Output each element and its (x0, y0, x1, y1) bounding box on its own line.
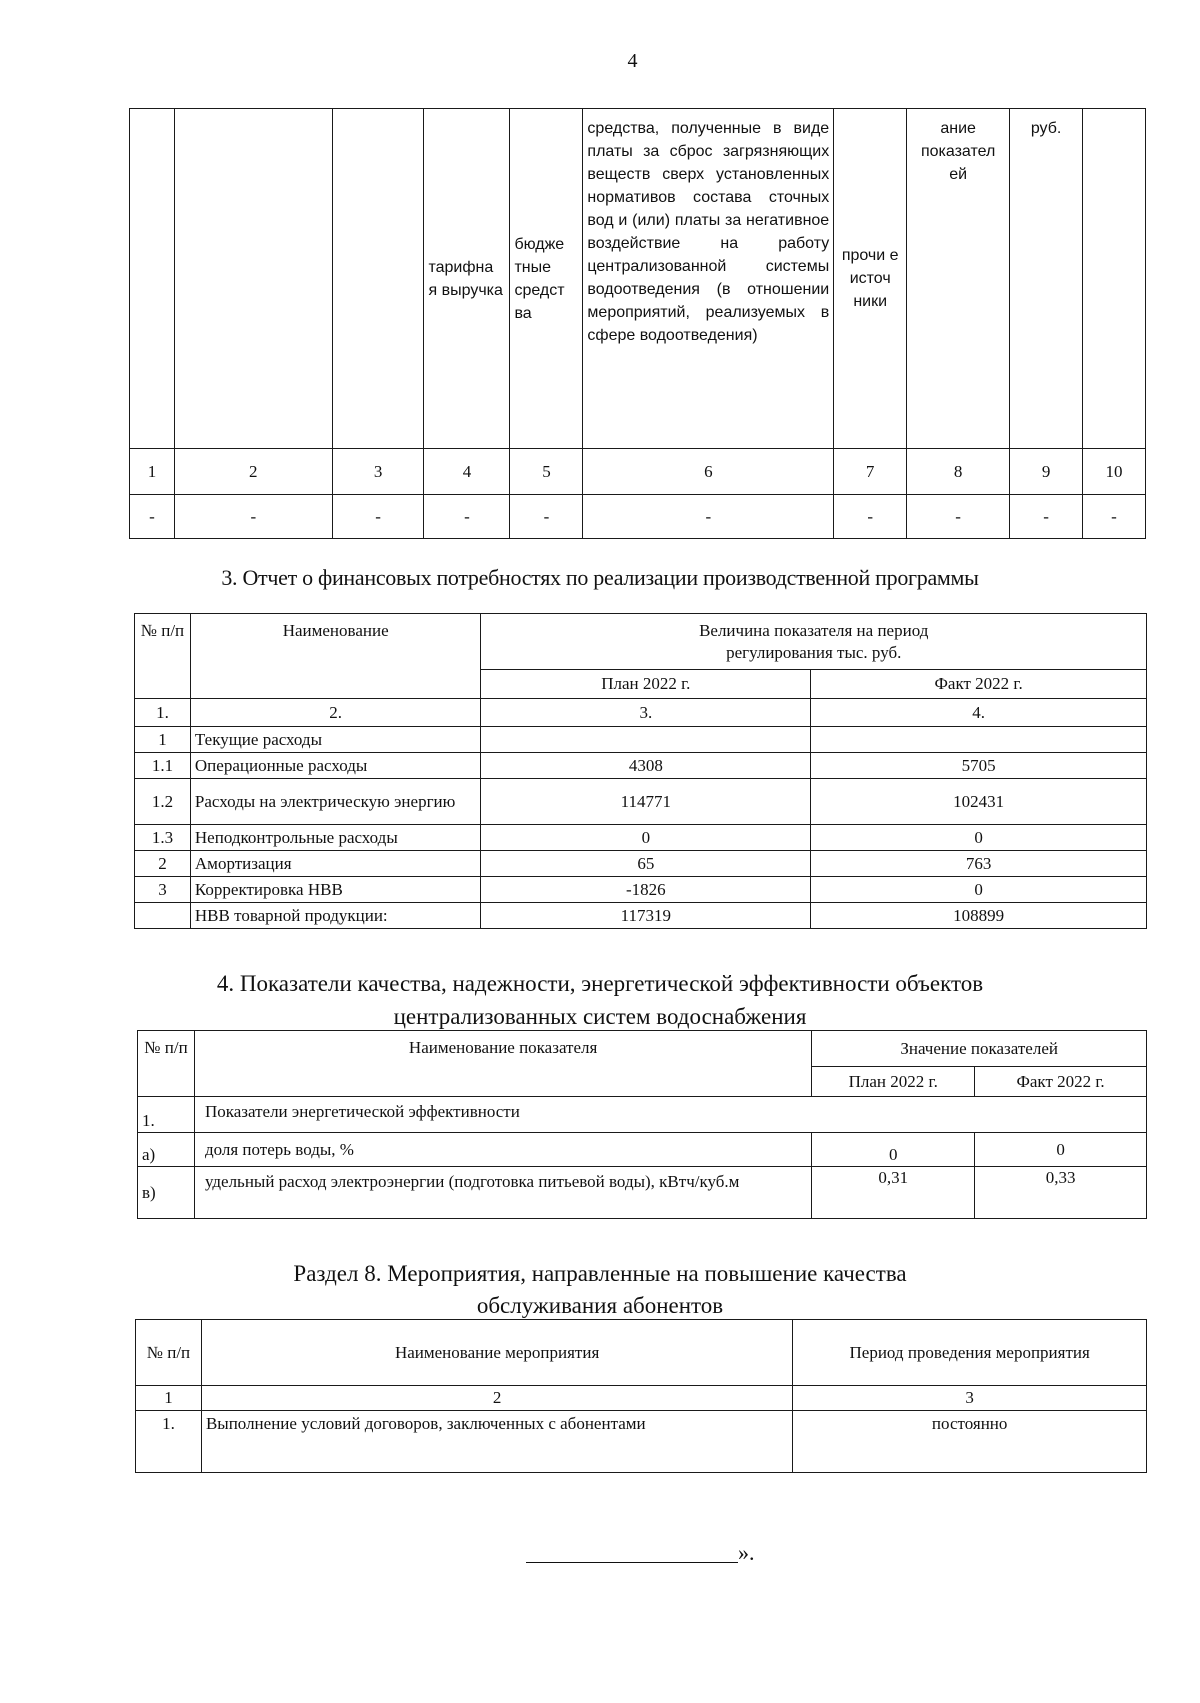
cell-dash: - (332, 495, 424, 539)
col-number: 4. (811, 699, 1147, 727)
header-fact: Факт 2022 г. (975, 1067, 1147, 1097)
section4-group-row (138, 1097, 1147, 1133)
section8-header-row (136, 1320, 1147, 1386)
row-fact: 763 (811, 851, 1147, 877)
row-num: 1.2 (135, 779, 191, 825)
section4-table (137, 1030, 1147, 1219)
col-number: 5 (510, 449, 583, 495)
row-fact: 0 (811, 825, 1147, 851)
row-plan: 117319 (481, 903, 811, 929)
row-name: Неподконтрольные расходы (190, 825, 481, 851)
row-fact: 0 (975, 1133, 1147, 1167)
row-num: 1.3 (135, 825, 191, 851)
section8-title-line1: Раздел 8. Мероприятия, направленные на повышение качества (293, 1261, 907, 1286)
section4-header-row (138, 1031, 1147, 1067)
table-top-header-row (130, 109, 1146, 449)
row-plan: 0 (481, 825, 811, 851)
section3-table (134, 613, 1147, 929)
section8-number-row (136, 1386, 1147, 1411)
col-number: 4 (424, 449, 510, 495)
header-num: № п/п (136, 1320, 202, 1386)
header-value: Значение показателей (812, 1031, 1147, 1067)
table-top (129, 108, 1146, 539)
col-number: 3. (481, 699, 811, 727)
cell-dash: - (174, 495, 332, 539)
header-name: Наименование (190, 614, 481, 699)
cell-dash: - (583, 495, 834, 539)
col-number: 2 (174, 449, 332, 495)
page-number: 4 (627, 50, 638, 72)
row-plan: 0,31 (812, 1167, 975, 1219)
section3-number-row (135, 699, 1147, 727)
col-number: 8 (907, 449, 1010, 495)
header-other-sources: прочи е источ ники (834, 109, 907, 449)
row-plan: 4308 (481, 753, 811, 779)
row-plan: 65 (481, 851, 811, 877)
cell (1083, 109, 1146, 449)
cell (332, 109, 424, 449)
table-row (135, 851, 1147, 877)
table-row (135, 753, 1147, 779)
cell-dash: - (1083, 495, 1146, 539)
table-row (135, 727, 1147, 753)
row-fact: 5705 (811, 753, 1147, 779)
row-fact: 108899 (811, 903, 1147, 929)
row-name: Выполнение условий договоров, заключенных с абонентами (201, 1411, 792, 1473)
col-number: 2 (201, 1386, 792, 1411)
row-name: Операционные расходы (190, 753, 481, 779)
row-fact (811, 727, 1147, 753)
col-number: 1. (135, 699, 191, 727)
header-tariff-revenue: тарифна я выручка (424, 109, 510, 449)
row-name: Корректировка НВВ (190, 877, 481, 903)
col-number: 6 (583, 449, 834, 495)
row-num: 3 (135, 877, 191, 903)
col-number: 10 (1083, 449, 1146, 495)
col-number: 2. (190, 699, 481, 727)
closing-signature-line (526, 1562, 738, 1563)
section3-title: 3. Отчет о финансовых потребностях по реализации производственной программы (221, 565, 979, 590)
row-num: 2 (135, 851, 191, 877)
header-budget-funds: бюдже тные средст ва (510, 109, 583, 449)
row-name: НВВ товарной продукции: (190, 903, 481, 929)
col-number: 9 (1010, 449, 1083, 495)
section4-title-line2: централизованных систем водоснабжения (393, 1004, 807, 1029)
table-top-number-row (130, 449, 1146, 495)
row-num: в) (138, 1167, 195, 1219)
header-value: Величина показателя на период регулирования тыс. руб. (481, 614, 1147, 670)
col-number: 1 (130, 449, 175, 495)
section3-header-row (135, 614, 1147, 670)
row-plan (481, 727, 811, 753)
row-period: постоянно (793, 1411, 1147, 1473)
group-num: 1. (138, 1097, 195, 1133)
header-rub: руб. (1010, 109, 1083, 449)
row-fact: 0 (811, 877, 1147, 903)
table-row (136, 1411, 1147, 1473)
header-num: № п/п (138, 1031, 195, 1097)
row-num: а) (138, 1133, 195, 1167)
row-num: 1.1 (135, 753, 191, 779)
section8-table (135, 1319, 1147, 1473)
row-name: Амортизация (190, 851, 481, 877)
header-plan: План 2022 г. (481, 670, 811, 699)
cell-dash: - (1010, 495, 1083, 539)
table-row (135, 779, 1147, 825)
header-name: Наименование мероприятия (201, 1320, 792, 1386)
cell-dash: - (907, 495, 1010, 539)
cell (130, 109, 175, 449)
col-number: 1 (136, 1386, 202, 1411)
row-plan: -1826 (481, 877, 811, 903)
row-fact: 0,33 (975, 1167, 1147, 1219)
row-num: 1. (136, 1411, 202, 1473)
row-fact: 102431 (811, 779, 1147, 825)
header-indicators: ание показател ей (907, 109, 1010, 449)
group-name: Показатели энергетической эффективности (194, 1097, 1146, 1133)
row-plan: 0 (812, 1133, 975, 1167)
row-name: доля потерь воды, % (194, 1133, 811, 1167)
cell (174, 109, 332, 449)
table-row (135, 825, 1147, 851)
row-name: Расходы на электрическую энергию (190, 779, 481, 825)
section8-title-line2: обслуживания абонентов (476, 1293, 724, 1318)
cell-dash: - (510, 495, 583, 539)
col-number: 3 (332, 449, 424, 495)
row-num: 1 (135, 727, 191, 753)
cell-dash: - (834, 495, 907, 539)
table-row (138, 1133, 1147, 1167)
row-num (135, 903, 191, 929)
table-row (138, 1167, 1147, 1219)
section4-title-line1: 4. Показатели качества, надежности, энергетической эффективности объектов (216, 971, 984, 996)
header-num: № п/п (135, 614, 191, 699)
col-number: 7 (834, 449, 907, 495)
closing-mark: ». (738, 1540, 755, 1565)
cell-dash: - (130, 495, 175, 539)
header-name: Наименование показателя (194, 1031, 811, 1097)
header-period: Период проведения мероприятия (793, 1320, 1147, 1386)
header-fact: Факт 2022 г. (811, 670, 1147, 699)
col-number: 3 (793, 1386, 1147, 1411)
table-row (135, 877, 1147, 903)
row-plan: 114771 (481, 779, 811, 825)
header-plan: План 2022 г. (812, 1067, 975, 1097)
row-name: Текущие расходы (190, 727, 481, 753)
header-pollution-fees: средства, полученные в виде платы за сброс загрязняющих веществ сверх установленных нормативов состава сточных вод и (или) платы за негативное воздействие на работу централизованной системы водоотведения (в отношении мероприятий, реализуемых в сфере водоотведения) (583, 109, 834, 449)
table-row (130, 495, 1146, 539)
table-row (135, 903, 1147, 929)
cell-dash: - (424, 495, 510, 539)
row-name: удельный расход электроэнергии (подготовка питьевой воды), кВтч/куб.м (194, 1167, 811, 1219)
